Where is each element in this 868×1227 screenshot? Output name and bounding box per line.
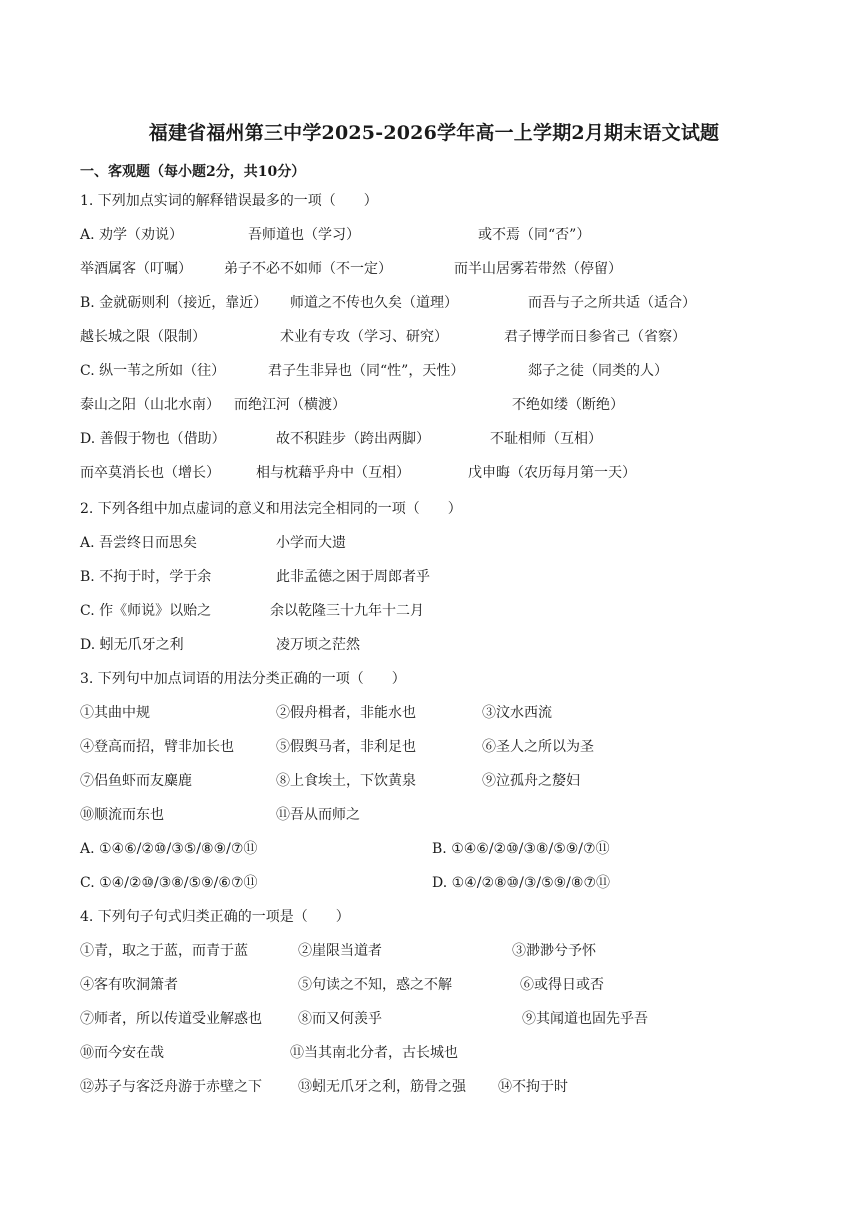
text-segment: ⑫苏子与客泛舟游于赤壁之下 (80, 1079, 262, 1095)
text-segment: 君子生非异也（同“性”，天性） (268, 363, 465, 379)
text-line (80, 462, 800, 484)
text-segment: ⑥或得日或否 (520, 977, 604, 993)
text-segment: ⑩而今安在哉 (80, 1045, 164, 1061)
text-segment: B. ①④⑥/②⑩/③⑧/⑤⑨/⑦⑪ (432, 841, 610, 857)
text-segment: ⑥圣人之所以为圣 (482, 739, 594, 755)
text-segment: 弟子不必不如师（不一定） (224, 261, 392, 277)
text-line (80, 326, 800, 348)
text-segment: 此非孟德之困于周郎者乎 (276, 569, 430, 585)
text-line (80, 394, 800, 416)
text-line (80, 940, 800, 962)
text-segment: 1. 下列加点实词的解释错误最多的一项（ ） (80, 193, 378, 209)
text-segment: ③渺渺兮予怀 (512, 943, 596, 959)
text-segment: ①其曲中规 (80, 705, 150, 721)
text-segment: ⑦侣鱼虾而友麋鹿 (80, 773, 192, 789)
text-segment: C. ①④/②⑩/③⑧/⑤⑨/⑥⑦⑪ (80, 875, 258, 891)
text-line (80, 974, 800, 996)
text-segment: D. ①④/②⑧⑩/③/⑤⑨/⑧⑦⑪ (432, 875, 611, 891)
text-segment: 术业有专攻（学习、研究） (280, 329, 448, 345)
text-line (80, 532, 800, 554)
text-segment: 不耻相师（互相） (490, 431, 602, 447)
text-line (80, 838, 800, 860)
text-segment: 或不焉（同“否”） (478, 227, 591, 243)
text-line (80, 224, 800, 246)
text-segment: ②假舟楫者，非能水也 (276, 705, 416, 721)
text-segment: ⑤句读之不知，惑之不解 (298, 977, 452, 993)
text-segment: 郯子之徒（同类的人） (528, 363, 668, 379)
text-line (80, 906, 800, 928)
text-line (80, 634, 800, 656)
text-line (80, 1008, 800, 1030)
text-segment: ②崖限当道者 (298, 943, 382, 959)
text-segment: 举酒属客（叮嘱） (80, 261, 192, 277)
text-segment: 戊申晦（农历每月第一天） (468, 465, 636, 481)
text-segment: 越长城之限（限制） (80, 329, 206, 345)
text-line (80, 600, 800, 622)
text-line (80, 498, 800, 520)
text-line (80, 566, 800, 588)
text-segment: ④登高而招，臂非加长也 (80, 739, 234, 755)
text-segment: 故不积跬步（跨出两脚） (276, 431, 430, 447)
text-segment: ⑭不拘于时 (498, 1079, 568, 1095)
text-line (80, 770, 800, 792)
text-line (80, 428, 800, 450)
text-line (80, 668, 800, 690)
text-segment: ⑤假舆马者，非利足也 (276, 739, 416, 755)
text-line (80, 190, 800, 212)
text-segment: ⑬蚓无爪牙之利，筋骨之强 (298, 1079, 466, 1095)
text-segment: A. 劝学（劝说） (80, 227, 184, 243)
text-segment: 2. 下列各组中加点虚词的意义和用法完全相同的一项（ ） (80, 501, 462, 517)
text-segment: ①青，取之于蓝，而青于蓝 (80, 943, 248, 959)
text-segment: 3. 下列句中加点词语的用法分类正确的一项（ ） (80, 671, 406, 687)
text-segment: C. 作《师说》以贻之 (80, 603, 212, 619)
text-segment: 凌万顷之茫然 (276, 637, 360, 653)
text-segment: ⑧而又何羡乎 (298, 1011, 382, 1027)
text-line (80, 872, 800, 894)
page-title: 福建省福州第三中学2025-2026学年高一上学期2月期末语文试题 (148, 122, 720, 144)
text-segment: D. 善假于物也（借助） (80, 431, 226, 447)
text-line (80, 1042, 800, 1064)
text-segment: D. 蚓无爪牙之利 (80, 637, 184, 653)
text-segment: 师道之不传也久矣（道理） (290, 295, 458, 311)
text-segment: 君子博学而日参省己（省察） (504, 329, 686, 345)
text-line (80, 292, 800, 314)
text-segment: 而半山居雾若带然（停留） (454, 261, 622, 277)
text-segment: 4. 下列句子句式归类正确的一项是（ ） (80, 909, 350, 925)
text-segment: B. 不拘于时，学于余 (80, 569, 212, 585)
text-segment: C. 纵一苇之所如（往） (80, 363, 226, 379)
text-segment: ⑨其闻道也固先乎吾 (522, 1011, 648, 1027)
text-line (80, 360, 800, 382)
text-segment: 小学而大遗 (276, 535, 346, 551)
text-segment: ⑩顺流而东也 (80, 807, 164, 823)
text-line (80, 702, 800, 724)
text-segment: 不绝如缕（断绝） (512, 397, 624, 413)
text-segment: ⑧上食埃土，下饮黄泉 (276, 773, 416, 789)
text-segment: 而卒莫消长也（增长） (80, 465, 220, 481)
text-segment: 余以乾隆三十九年十二月 (270, 603, 424, 619)
text-segment: 相与枕藉乎舟中（互相） (256, 465, 410, 481)
section-heading: 一、客观题（每小题2分，共10分） (80, 164, 306, 180)
text-segment: A. ①④⑥/②⑩/③⑤/⑧⑨/⑦⑪ (80, 841, 258, 857)
text-segment: ④客有吹洞箫者 (80, 977, 178, 993)
text-segment: A. 吾尝终日而思矣 (80, 535, 198, 551)
text-line (80, 804, 800, 826)
text-line (80, 258, 800, 280)
text-segment: ⑪吾从而师之 (276, 807, 360, 823)
text-segment: 而吾与子之所共适（适合） (528, 295, 696, 311)
text-segment: ⑦师者，所以传道受业解惑也 (80, 1011, 262, 1027)
text-segment: B. 金就砺则利（接近，靠近） (80, 295, 268, 311)
text-line (80, 1076, 800, 1098)
text-segment: 而绝江河（横渡） (234, 397, 346, 413)
text-segment: 泰山之阳（山北水南） (80, 397, 220, 413)
text-segment: ③汶水西流 (482, 705, 552, 721)
text-segment: ⑪当其南北分者，古长城也 (290, 1045, 458, 1061)
text-segment: 吾师道也（学习） (248, 227, 360, 243)
text-line (80, 736, 800, 758)
text-segment: ⑨泣孤舟之嫠妇 (482, 773, 580, 789)
